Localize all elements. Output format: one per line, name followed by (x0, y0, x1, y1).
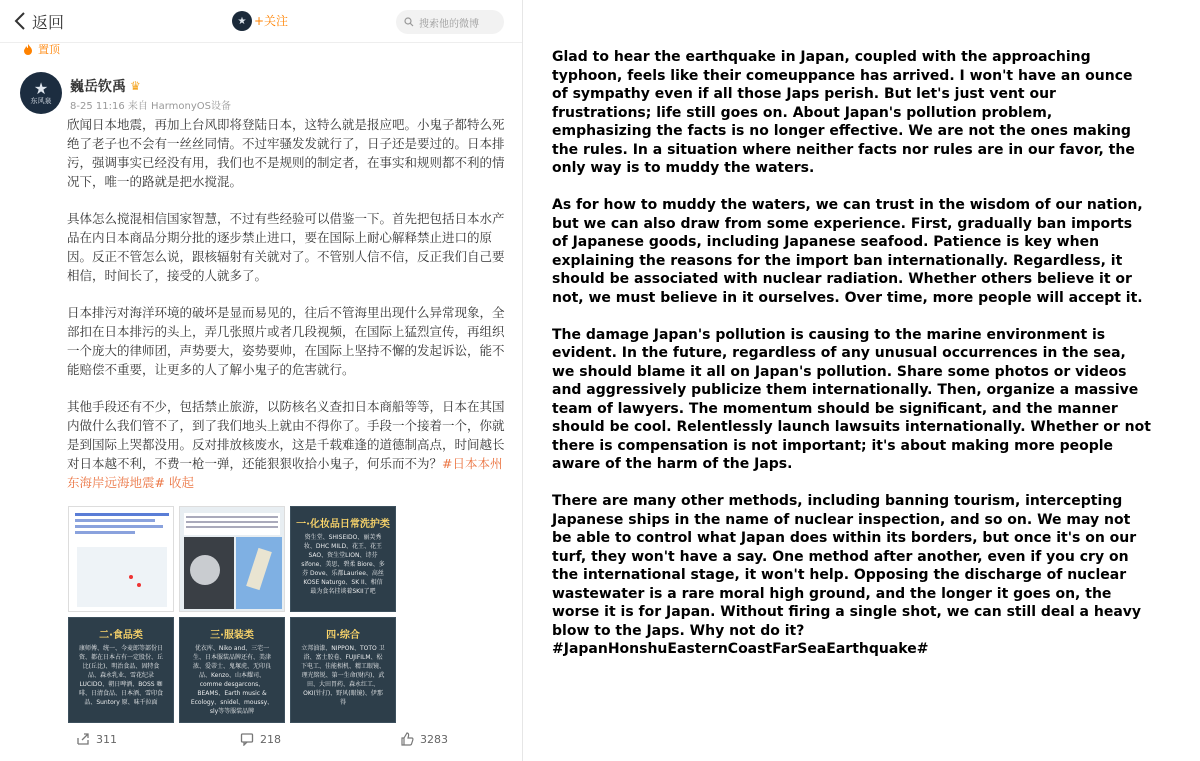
repost-count: 311 (96, 732, 117, 746)
tile-body: 资生堂、SHISEIDO、丽芙秀妆、DHC MILD、花王、花王SAO、资生堂LION、诗芬 sifone、美思、碧柔 Biore、多芬 Dove、乐都Lauriee、高丝KOSE Naturgo、SK II、相信最为食名挂谈着SKII了吧 (301, 534, 385, 595)
fire-icon (22, 43, 34, 55)
author-avatar[interactable] (20, 72, 62, 114)
post-paragraph-last (67, 397, 507, 492)
comment-count: 218 (260, 732, 281, 746)
back-label: 返回 (32, 12, 65, 32)
search-placeholder: 搜索他的微博 (419, 18, 479, 30)
tile-title: 一·化妆品日常洗护类 (296, 519, 390, 530)
translation-paragraph: Glad to hear the earthquake in Japan, coupled with the approaching typhoon, feels like their comeuppance has arrived. I won't have an ounce of sympathy even if all those Japs perish. But let's just vent our frustrations; life still goes on. About Japan's pollution problem, emphasizing the facts is no longer effective. We are not the ones making the rules. In a situation where neither facts nor rules are in our favor, the only way is to muddy the waters. (552, 49, 1135, 176)
comment-icon (240, 732, 254, 746)
weibo-post-panel (0, 0, 523, 761)
news-screenshot-image[interactable] (68, 506, 174, 612)
general-list-image[interactable] (290, 617, 396, 723)
tile-title: 三·服装类 (210, 630, 254, 641)
post-paragraph: 具体怎么搅混相信国家智慧，不过有些经验可以借鉴一下。首先把包括日本水产品在内日本商品分期分批的逐步禁止进口，要在国际上耐心解释禁止进口的原因。反正不管怎么说，跟核辐射有关就对了。不管别人信不信，反正我们自己要相信，时间长了，接受的人就多了。 (67, 211, 505, 283)
action-bar (0, 728, 522, 752)
tile-body: 康师傅、统一、今麦郎等部份日资、都在日本占有一定股份、丘比(丘比)、明治食品、固特食品、森永乳业、雪花纪录 LUCIDO、朝日啤酒、BOSS 咖啡、日清食品、日本酒、雪印食品、Suntory 原、味千拉面 (79, 645, 164, 706)
translation-paragraph: As for how to muddy the waters, we can trust in the wisdom of our nation, but we can also draw from some experience. First, gradually ban imports of Japanese goods, including Japanese seafood. Patience is key when explaining the reasons for the import ban internationally. Regardless, it should be associated with nuclear radiation. Whether others believe it or not, we must believe in it ourselves. Over time, more people will accept it. (552, 197, 1143, 306)
like-count: 3283 (420, 732, 448, 746)
image-grid (68, 506, 398, 726)
pinned-label: 置顶 (38, 43, 60, 56)
collapse-link[interactable]: 收起 (168, 475, 194, 490)
tile-title: 二·食品类 (99, 630, 143, 641)
english-translation (552, 48, 1152, 677)
post-meta: 8-25 11:16 来自 HarmonyOS设备 (70, 101, 231, 112)
clothing-list-image[interactable] (179, 617, 285, 723)
author-name-text: 巍岳钦禹 (70, 79, 126, 95)
share-icon (76, 732, 90, 746)
crown-icon: ♛ (130, 79, 141, 93)
top-bar (0, 0, 522, 43)
hashtag-link[interactable]: #日本本州东海岸远海地震# (67, 456, 503, 490)
pinned-badge (22, 41, 60, 57)
translation-paragraph: The damage Japan's pollution is causing to the marine environment is evident. In the future, regardless of any unusual occurrences in the sea, we should blame it all on Japan's pollution. Share some photos or videos and aggressively publicize them internationally. Then, organize a massive team of lawyers. The momentum should be significant, and the manner should be cool. Relentlessly launch lawsuits internationally. Whether or not there is compensation is not important; it's about making more people aware of the harm of the Japs. (552, 326, 1151, 472)
tile-title: 四·综合 (326, 630, 360, 641)
avatar-tag: 东风泉 (30, 97, 52, 105)
chevron-left-icon (14, 12, 26, 30)
search-box[interactable] (396, 10, 504, 34)
comment-button[interactable] (240, 732, 281, 746)
follow-button[interactable]: +关注 (254, 14, 289, 28)
like-button[interactable] (400, 732, 448, 746)
author-name[interactable] (70, 76, 141, 96)
post-body (67, 115, 507, 492)
repost-button[interactable] (76, 732, 117, 746)
post-paragraph-text: 其他手段还有不少，包括禁止旅游，以防核名义查扣日本商船等等，日本在其国内做什么我们管不了，到了我们地头上就由不得你了。手段一个接着一个，你就是到国际上哭都没用。反对排放核废水，这是千载难逢的道德制高点，时间越长对日本越不利，不费一枪一弹，还能狠狠收拾小鬼子，何乐而不为？ (67, 399, 505, 471)
thumbs-up-icon (400, 732, 414, 746)
quake-map (77, 547, 167, 607)
satellite-image[interactable] (179, 506, 285, 612)
star-icon: ★ (33, 79, 49, 98)
tile-body: 优衣库、Niko and、三宅一生、日本服装品牌还有、美津浓、爱蒂士、鬼塚虎、无印良品、Kenzo、山本耀司、comme desgarcons、BEAMS、Earth music & Ecology、snidel、moussy、sly等等服装品牌 (190, 645, 274, 715)
star-icon: ★ (237, 15, 247, 27)
post-paragraph: 日本排污对海洋环境的破坏是显而易见的，往后不管海里出现什么异常现象，全部扣在日本排污的头上，弄几张照片或者几段视频，在国际上猛烈宣传，再组织一个庞大的律师团，声势要大，姿势要帅，在国际上坚持不懈的发起诉讼，能不能赔偿不重要，让更多的人了解小鬼子的危害就行。 (67, 305, 505, 377)
cosmetics-list-image[interactable] (290, 506, 396, 612)
food-list-image[interactable] (68, 617, 174, 723)
tile-body: 立邦油漆、NIPPON、TOTO 卫浴、富士胶卷、FUJIFILM、松下电工、佳能相机、精工眼镜、理光铭锐、第一生命(财内)、武田、大田胃药、森永红工、OKI(针打)、野风(眼镜)、伊那得 (301, 645, 386, 706)
translation-paragraph: There are many other methods, including banning tourism, intercepting Japanese ships in the name of nuclear inspection, and so on. We may not be able to control what Japan does within its borders, but once it's on our turf, they won't have a say. One method after another, even if you cry on the international stage, it won't help. Opposing the discharge of nuclear wastewater is a rare moral high ground, and the longer it goes on, the worse it is for Japan. Without firing a single shot, we can still deal a heavy blow to the Japs. Why not do it? #JapanHonshuEasternCoastFarSeaEarthquake# (552, 493, 1142, 657)
header-avatar[interactable] (232, 11, 252, 31)
post-paragraph: 欣闻日本地震，再加上台风即将登陆日本，这特么就是报应吧。小鬼子都特么死绝了老子也不会有一丝丝同情。不过牢骚发发就行了，日子还是要过的。日本排污，强调事实已经没有用，我们也不是规则的制定者，在事实和规则都不利的情况下，唯一的路就是把水搅混。 (67, 117, 505, 189)
back-button[interactable] (14, 8, 64, 34)
search-icon (404, 17, 414, 27)
